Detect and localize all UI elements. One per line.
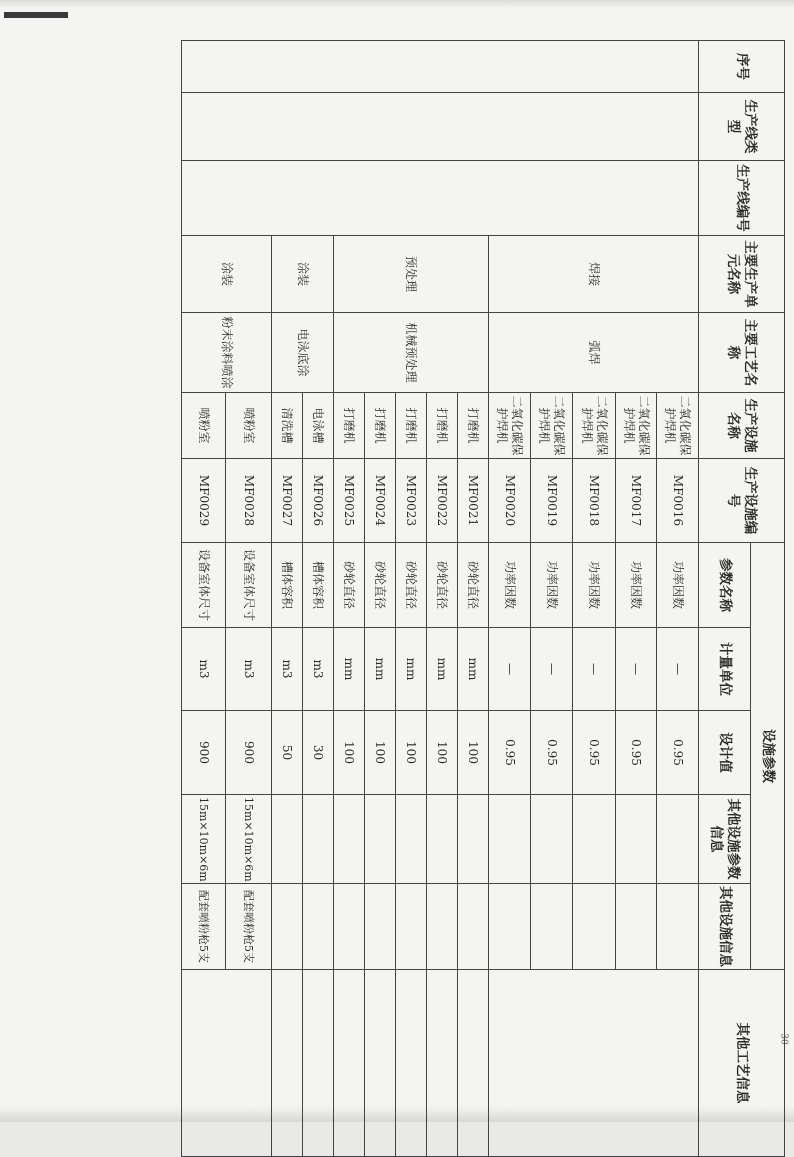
unit-cell-coating-2: 涂装 bbox=[182, 236, 272, 313]
process-cell-electro-coat: 电泳底涂 bbox=[272, 313, 334, 393]
other-facility-cell bbox=[489, 884, 531, 970]
facility-no-cell: MF0027 bbox=[272, 459, 303, 543]
param-name-cell: 功率因数 bbox=[573, 543, 616, 628]
param-name-cell: 砂轮直径 bbox=[427, 543, 458, 628]
unit-measure-cell: m3 bbox=[226, 628, 272, 711]
other-param-cell: 15m×10m×6m bbox=[182, 795, 226, 884]
other-param-cell bbox=[272, 795, 303, 884]
header-line-type: 生产线类型 bbox=[699, 93, 785, 161]
line-type-cell bbox=[182, 93, 699, 161]
header-unit-measure: 计量单位 bbox=[699, 628, 751, 711]
other-param-cell bbox=[396, 795, 427, 884]
unit-measure-cell: — bbox=[657, 628, 699, 711]
unit-measure-cell: mm bbox=[334, 628, 365, 711]
facility-name-cell: 喷粉室 bbox=[182, 393, 226, 459]
facility-no-cell: MF0021 bbox=[458, 459, 489, 543]
unit-measure-cell: mm bbox=[458, 628, 489, 711]
facility-name-cell: 电泳槽 bbox=[303, 393, 334, 459]
header-unit: 主要生产单元名称 bbox=[699, 236, 785, 313]
unit-measure-cell: m3 bbox=[303, 628, 334, 711]
page-number: 30 bbox=[778, 1033, 789, 1045]
facility-no-cell: MF0026 bbox=[303, 459, 334, 543]
other-facility-cell bbox=[573, 884, 616, 970]
other-param-cell bbox=[531, 795, 573, 884]
other-facility-cell bbox=[458, 884, 489, 970]
unit-measure-cell: m3 bbox=[182, 628, 226, 711]
other-param-cell bbox=[303, 795, 334, 884]
design-value-cell: 100 bbox=[458, 711, 489, 795]
facility-name-cell: 二氧化碳保护焊机 bbox=[616, 393, 657, 459]
other-param-cell bbox=[573, 795, 616, 884]
rotated-table-wrapper bbox=[189, 40, 785, 1104]
header-facility-no: 生产设施编号 bbox=[699, 459, 785, 543]
design-value-cell: 100 bbox=[396, 711, 427, 795]
unit-measure-cell: mm bbox=[365, 628, 396, 711]
scan-mark bbox=[4, 12, 68, 18]
design-value-cell: 0.95 bbox=[573, 711, 616, 795]
param-name-cell: 功率因数 bbox=[616, 543, 657, 628]
header-process: 主要工艺名称 bbox=[699, 313, 785, 393]
facility-no-cell: MF0024 bbox=[365, 459, 396, 543]
other-facility-cell bbox=[303, 884, 334, 970]
header-param-name: 参数名称 bbox=[699, 543, 751, 628]
unit-cell-pretreat: 预处理 bbox=[334, 236, 489, 313]
design-value-cell: 0.95 bbox=[657, 711, 699, 795]
param-name-cell: 砂轮直径 bbox=[396, 543, 427, 628]
other-facility-cell bbox=[396, 884, 427, 970]
other-process-cell bbox=[365, 970, 396, 1157]
param-name-cell: 功率因数 bbox=[657, 543, 699, 628]
unit-measure-cell: — bbox=[531, 628, 573, 711]
other-facility-cell: 配套喷粉枪5支 bbox=[226, 884, 272, 970]
param-name-cell: 砂轮直径 bbox=[458, 543, 489, 628]
facility-name-cell: 二氧化碳保护焊机 bbox=[573, 393, 616, 459]
other-param-cell: 15m×10m×6m bbox=[226, 795, 272, 884]
header-other-facility: 其他设施信息 bbox=[699, 884, 751, 970]
other-param-cell bbox=[616, 795, 657, 884]
facility-name-cell: 打磨机 bbox=[458, 393, 489, 459]
param-name-cell: 设备室体尺寸 bbox=[182, 543, 226, 628]
facility-parameter-table bbox=[181, 40, 785, 1157]
other-param-cell bbox=[365, 795, 396, 884]
other-process-cell bbox=[396, 970, 427, 1157]
other-process-cell bbox=[458, 970, 489, 1157]
param-name-cell: 功率因数 bbox=[531, 543, 573, 628]
other-process-cell bbox=[427, 970, 458, 1157]
header-line-no: 生产线编号 bbox=[699, 161, 785, 236]
scan-edge-top bbox=[0, 0, 794, 8]
other-param-cell bbox=[427, 795, 458, 884]
process-cell-mech-pretreat: 机械预处理 bbox=[334, 313, 489, 393]
param-name-cell: 槽体容积 bbox=[303, 543, 334, 628]
unit-measure-cell: — bbox=[573, 628, 616, 711]
facility-name-cell: 打磨机 bbox=[365, 393, 396, 459]
facility-no-cell: MF0029 bbox=[182, 459, 226, 543]
header-facility-name: 生产设施名称 bbox=[699, 393, 785, 459]
other-param-cell bbox=[657, 795, 699, 884]
facility-no-cell: MF0019 bbox=[531, 459, 573, 543]
facility-name-cell: 打磨机 bbox=[427, 393, 458, 459]
other-param-cell bbox=[458, 795, 489, 884]
param-name-cell: 设备室体尺寸 bbox=[226, 543, 272, 628]
header-other-process: 其他工艺信息 bbox=[699, 970, 785, 1157]
param-name-cell: 槽体容积 bbox=[272, 543, 303, 628]
unit-measure-cell: mm bbox=[396, 628, 427, 711]
header-other-param: 其他设施参数信息 bbox=[699, 795, 751, 884]
facility-name-cell: 二氧化碳保护焊机 bbox=[489, 393, 531, 459]
facility-no-cell: MF0025 bbox=[334, 459, 365, 543]
unit-measure-cell: — bbox=[489, 628, 531, 711]
other-process-cell bbox=[303, 970, 334, 1157]
other-facility-cell bbox=[616, 884, 657, 970]
design-value-cell: 100 bbox=[334, 711, 365, 795]
other-process-cell bbox=[334, 970, 365, 1157]
design-value-cell: 100 bbox=[427, 711, 458, 795]
other-facility-cell bbox=[272, 884, 303, 970]
facility-name-cell: 二氧化碳保护焊机 bbox=[657, 393, 699, 459]
design-value-cell: 100 bbox=[365, 711, 396, 795]
design-value-cell: 900 bbox=[182, 711, 226, 795]
facility-no-cell: MF0020 bbox=[489, 459, 531, 543]
other-param-cell bbox=[334, 795, 365, 884]
other-facility-cell bbox=[531, 884, 573, 970]
header-seq: 序号 bbox=[699, 41, 785, 93]
param-name-cell: 功率因数 bbox=[489, 543, 531, 628]
other-process-cell bbox=[489, 970, 699, 1157]
other-process-cell bbox=[272, 970, 303, 1157]
design-value-cell: 50 bbox=[272, 711, 303, 795]
facility-name-cell: 清洗槽 bbox=[272, 393, 303, 459]
facility-name-cell: 二氧化碳保护焊机 bbox=[531, 393, 573, 459]
unit-cell-coating-1: 涂装 bbox=[272, 236, 334, 313]
facility-name-cell: 打磨机 bbox=[396, 393, 427, 459]
design-value-cell: 900 bbox=[226, 711, 272, 795]
param-name-cell: 砂轮直径 bbox=[334, 543, 365, 628]
process-cell-arc-welding: 弧焊 bbox=[489, 313, 699, 393]
param-name-cell: 砂轮直径 bbox=[365, 543, 396, 628]
facility-no-cell: MF0023 bbox=[396, 459, 427, 543]
design-value-cell: 0.95 bbox=[531, 711, 573, 795]
other-facility-cell: 配套喷粉枪5支 bbox=[182, 884, 226, 970]
design-value-cell: 0.95 bbox=[616, 711, 657, 795]
other-process-cell bbox=[182, 970, 272, 1157]
other-param-cell bbox=[489, 795, 531, 884]
other-facility-cell bbox=[334, 884, 365, 970]
facility-no-cell: MF0016 bbox=[657, 459, 699, 543]
design-value-cell: 0.95 bbox=[489, 711, 531, 795]
header-params-group: 设施参数 bbox=[751, 543, 785, 970]
unit-measure-cell: m3 bbox=[272, 628, 303, 711]
line-no-cell bbox=[182, 161, 699, 236]
other-facility-cell bbox=[427, 884, 458, 970]
facility-name-cell: 打磨机 bbox=[334, 393, 365, 459]
other-facility-cell bbox=[657, 884, 699, 970]
design-value-cell: 30 bbox=[303, 711, 334, 795]
facility-name-cell: 喷粉室 bbox=[226, 393, 272, 459]
table-row bbox=[657, 41, 699, 1157]
unit-measure-cell: mm bbox=[427, 628, 458, 711]
facility-no-cell: MF0018 bbox=[573, 459, 616, 543]
unit-measure-cell: — bbox=[616, 628, 657, 711]
facility-no-cell: MF0028 bbox=[226, 459, 272, 543]
unit-cell-welding: 焊接 bbox=[489, 236, 699, 313]
header-design-value: 设计值 bbox=[699, 711, 751, 795]
facility-no-cell: MF0022 bbox=[427, 459, 458, 543]
seq-cell bbox=[182, 41, 699, 93]
process-cell-powder-spray: 粉末涂料喷涂 bbox=[182, 313, 272, 393]
facility-no-cell: MF0017 bbox=[616, 459, 657, 543]
other-facility-cell bbox=[365, 884, 396, 970]
